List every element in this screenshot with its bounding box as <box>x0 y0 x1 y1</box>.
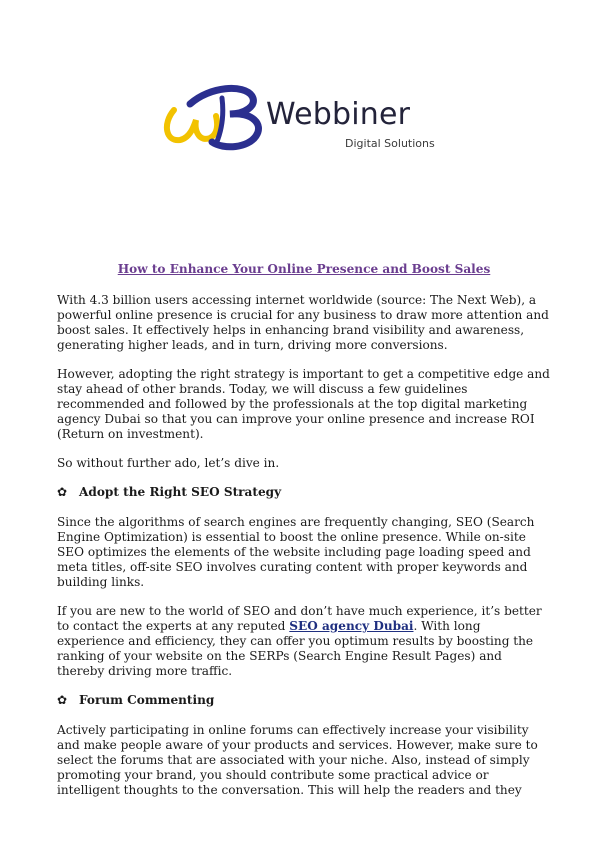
section-heading-seo-text: Adopt the Right SEO Strategy <box>79 485 282 499</box>
seo-agency-link[interactable]: SEO agency Dubai <box>289 619 414 633</box>
seo-paragraph-2-start: If you are new to the world of SEO and don’t have much experience, it’s better to contact the experts at any reputed <box>57 604 542 633</box>
seo-paragraph-2-end: . With long experience and efficiency, they can offer you optimum results by boosting the ranking of your website on the SERPs (Search Engine Result Pages) and thereby driving more traffic. <box>57 619 534 678</box>
intro-paragraph-3: So without further ado, let’s dive in. <box>57 456 280 470</box>
logo-name: Webbiner <box>266 97 411 132</box>
forum-paragraph-1: Actively participating in online forums can effectively increase your visibility and make people aware of your products and services. However, make sure to select the forums that are associated with your niche. Also, instead of simply promoting your brand, you should contribute some practical advice or intelligent thoughts to the conversation. This will help the readers and they <box>57 723 538 797</box>
seo-paragraph-2 <box>57 604 551 679</box>
person-icon: ✿ <box>57 485 68 499</box>
article-title[interactable]: How to Enhance Your Online Presence and Boost Sales <box>117 262 491 276</box>
person-icon: ✿ <box>57 693 68 707</box>
section-heading-seo <box>57 485 551 500</box>
webbiner-logo-mark <box>160 80 270 152</box>
intro-paragraph-2: However, adopting the right strategy is important to get a competitive edge and stay ahead of other brands. Today, we will discuss a few guidelines recommended and followed by the professionals at the top digital marketing agency Dubai so that you can improve your online presence and increase ROI (Return on investment). <box>57 367 550 441</box>
seo-paragraph-1: Since the algorithms of search engines are frequently changing, SEO (Search Engine Optimization) is essential to boost the online presence. While on-site SEO optimizes the elements of the website including page loading speed and meta titles, off-site SEO involves curating content with proper keywords and building links. <box>57 515 535 589</box>
intro-paragraph-1: With 4.3 billion users accessing internet worldwide (source: The Next Web), a powerful online presence is crucial for any business to draw more attention and boost sales. It effectively helps in enhancing brand visibility and awareness, generating higher leads, and in turn, driving more conversions. <box>57 293 549 352</box>
section-heading-forum-text: Forum Commenting <box>79 693 215 707</box>
webbiner-logo <box>160 80 450 152</box>
article-body <box>57 262 551 812</box>
logo-tagline: Digital Solutions <box>345 137 435 150</box>
section-heading-forum <box>57 693 551 708</box>
